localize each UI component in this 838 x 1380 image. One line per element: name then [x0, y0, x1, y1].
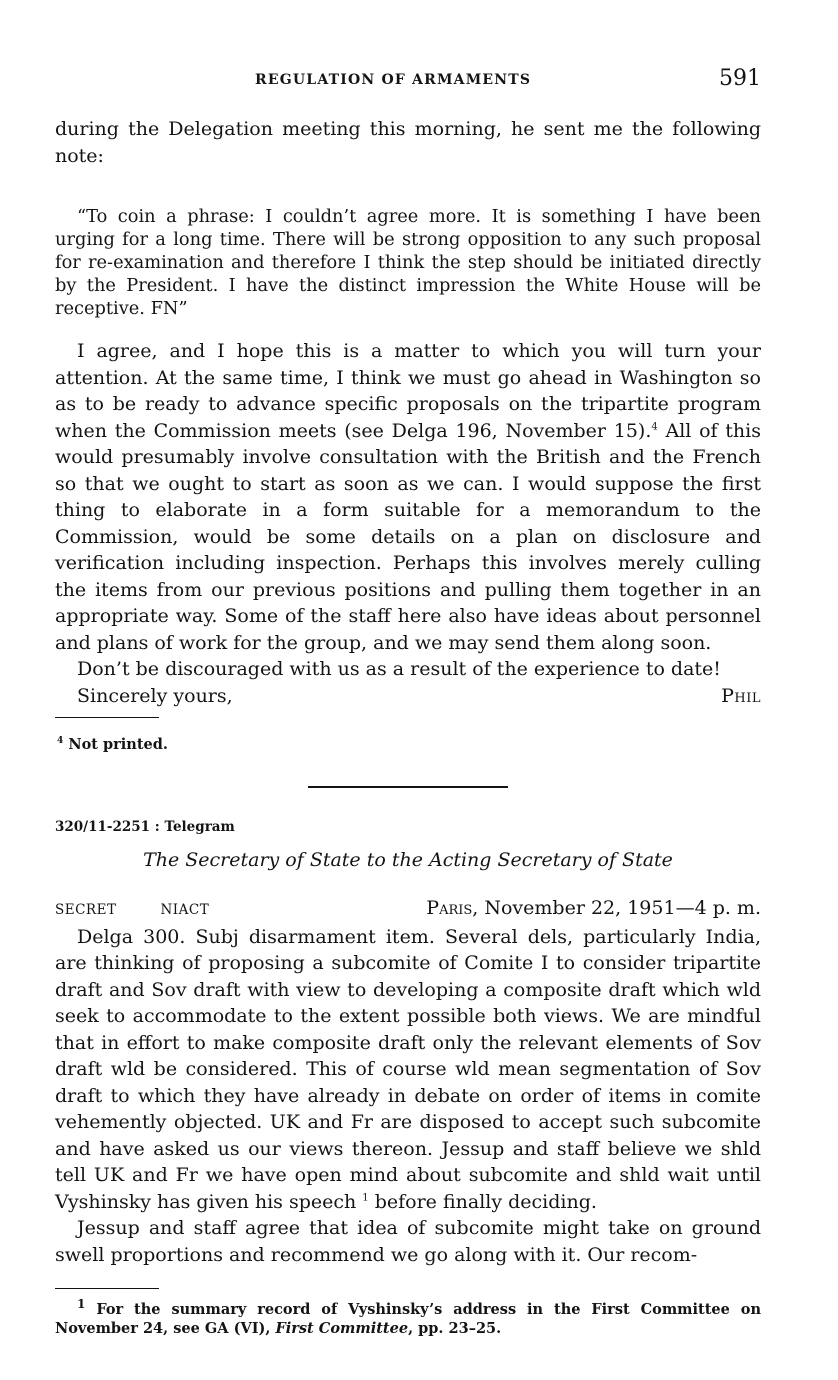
bottom-footnote-rule — [55, 1288, 159, 1289]
signature: Phil — [721, 684, 761, 707]
letter-encourage-paragraph: Don’t be discouraged with us as a result of the experience to date! — [77, 658, 721, 680]
footnote-marker-1: 1 — [77, 1297, 86, 1312]
section-divider — [308, 786, 508, 788]
classification-label: SECRET — [55, 902, 117, 919]
telegram-header-line — [55, 895, 761, 924]
priority-label: NIACT — [160, 902, 210, 919]
footnote-1-text-b: , pp. 23–25. — [408, 1320, 502, 1338]
dateline-date: November 22, 1951—4 p. m. — [478, 897, 761, 920]
closing-phrase: Sincerely yours, — [77, 684, 233, 707]
letter-closing — [55, 683, 761, 710]
telegram-paragraph-1-text-a: Delga 300. Subj disarmament item. Several dels, particularly India, are thinking of proposing a subcomite of Comite I to consider tripartite draft and Sov draft with view to developing a composite draft which wld seek to accommodate to the extent possible both views. We are mindful that in effort to make composite draft only the relevant elements of Sov draft wld be considered. This of course wld mean segmentation of Sov draft to which they have already in debate on order of items in comite vehemently objected. UK and Fr are disposed to accept such subcomite and have asked us our views thereon. Jessup and staff believe we shld tell UK and Fr we have open mind about subcomite and shld wait until Vyshinsky has given his speech — [55, 925, 761, 1213]
document-reference: 320/11-2251 : Telegram — [55, 819, 235, 836]
footnote-1 — [55, 1295, 761, 1338]
telegram-paragraph-1 — [55, 924, 761, 1216]
footnote-ref-1: 1 — [362, 1192, 369, 1204]
letter-main-text-a: I agree, and I hope this is a matter to which you will turn your attention. At the same time, I think we must go ahead in Washington so as to be ready to advance specific proposals on the tripartite program when the Commission meets (see Delga 196, November 15). — [55, 340, 761, 442]
telegram-paragraph-1-text-b: before finally deciding. — [368, 1190, 597, 1213]
letter-main-text-b: All of this would presumably involve consultation with the British and the French so that we ought to start as soon as we can. I would suppose the first thing to elaborate in a form suitable for a memorandum to the Commission, would be some details on a plan on disclosure and verification including inspection. Perhaps this involves merely culling the items from our previous positions and pulling them together in an appropriate way. Some of the staff here also have ideas about personnel and plans of work for the group, and we may send them along soon. — [55, 419, 761, 654]
telegram-paragraph-2: Jessup and staff agree that idea of subcomite might take on ground swell proportions and recommend we go along with it. Our recom- — [55, 1217, 761, 1266]
footnote-4-text: Not printed. — [63, 735, 168, 753]
page-header — [55, 66, 761, 96]
footnote-1-italic: First Committee — [275, 1320, 409, 1338]
footnote-marker-4: 4 — [57, 736, 64, 746]
footnote-1-text-a: For the summary record of Vyshinsky’s address in the First Committee on November 24, see GA (VI), — [55, 1301, 761, 1338]
letter-main-paragraph — [55, 338, 761, 656]
footnote-rule — [55, 717, 159, 718]
footnote-4 — [55, 728, 761, 758]
footnote-ref-4: 4 — [651, 421, 658, 433]
dateline-city: Paris, — [426, 897, 479, 920]
document-title: The Secretary of State to the Acting Secretary of State — [143, 848, 673, 871]
body-text — [55, 116, 761, 1338]
letter-opening-paragraph: during the Delegation meeting this morning, he sent me the following note: — [55, 118, 761, 167]
dateline — [426, 895, 761, 922]
page-number: 591 — [719, 66, 761, 91]
quoted-note: “To coin a phrase: I couldn’t agree more. It is something I have been urging for a long time. There will be strong opposition to any such proposal for re-examination and therefore I think the step should be initiated directly by the President. I have the distinct impression the White House will be receptive. FN” — [55, 206, 761, 319]
running-head: REGULATION OF ARMAMENTS — [255, 72, 532, 88]
document-page — [55, 0, 761, 1380]
